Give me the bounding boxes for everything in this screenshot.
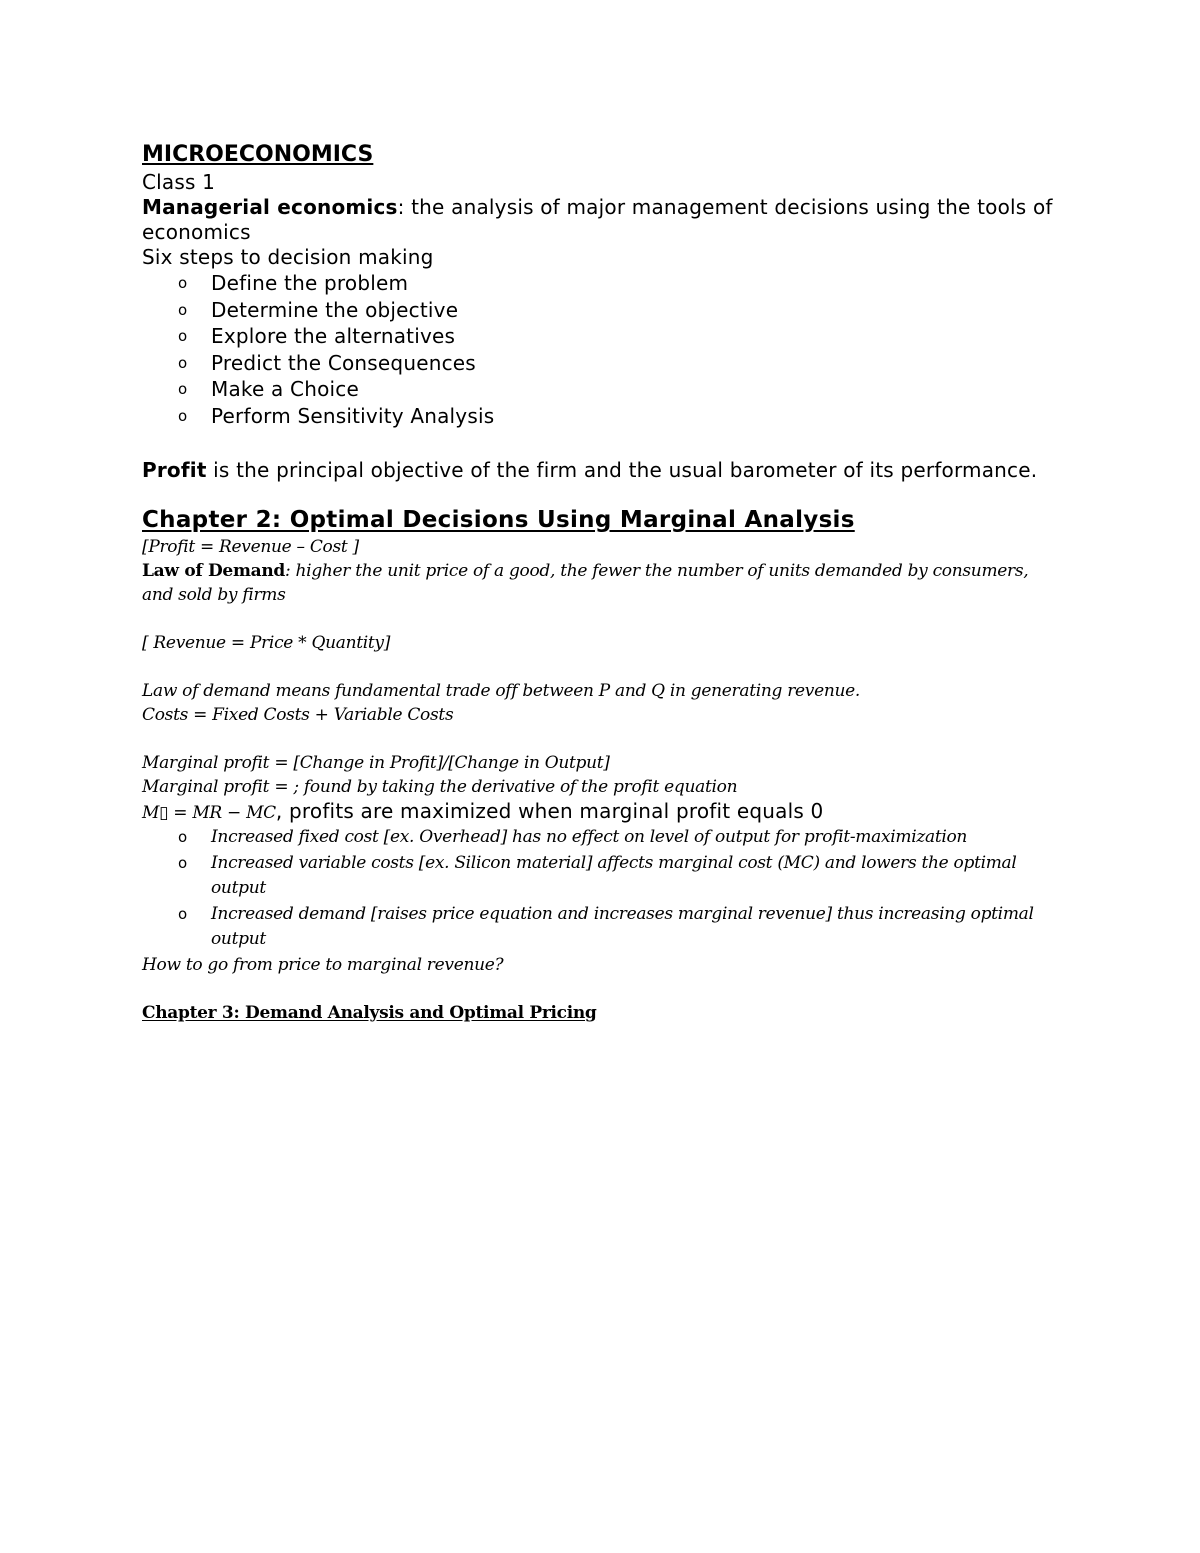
profit-text: is the principal objective of the firm and the usual barometer of its performance. [206,458,1038,482]
bullet-icon: o [178,274,188,292]
marginal-profit-equation: M▯ = MR − MC [142,803,276,823]
list-item: o Explore the alternatives [178,324,456,348]
bullet-icon: o [178,380,188,398]
class-label: Class 1 [142,170,216,194]
cost-effects-list [142,825,1062,953]
marginal-revenue-question: How to go from price to marginal revenue? [142,954,504,975]
six-steps-heading: Six steps to decision making [142,245,434,269]
marginal-profit-definition: Marginal profit = [Change in Profit]/[Change in Output] [142,753,610,773]
profit-equation: [Profit = Revenue – Cost ] [142,537,359,557]
list-item: o Perform Sensitivity Analysis [178,403,495,428]
list-item: o Define the problem [178,271,409,295]
chapter-2-heading: Chapter 2: Optimal Decisions Using Marginal Analysis [142,507,855,533]
list-item: o Predict the Consequences [178,350,476,375]
profit-paragraph [142,458,1062,483]
bullet-icon: o [178,327,188,345]
list-item: o Increased fixed cost [ex. Overhead] has no effect on level of output for profit-maximization [142,825,1062,851]
chapter-3-heading: Chapter 3: Demand Analysis and Optimal Pricing [142,1002,597,1023]
document-title: MICROECONOMICS [142,142,374,167]
law-of-demand-term: Law of Demand [142,561,285,581]
marginal-profit-derivative: Marginal profit = ; found by taking the derivative of the profit equation [142,777,738,797]
list-item: o Determine the objective [178,297,459,322]
tradeoff-text: Law of demand means fundamental trade off between P and Q in generating revenue. [142,681,861,701]
bullet-icon: o [178,853,187,872]
bullet-icon: o [178,353,188,372]
profit-term: Profit [142,458,207,482]
managerial-economics-text: : the analysis of major management decisions using the tools of economics [142,195,1053,244]
revenue-equation: [ Revenue = Price * Quantity] [142,633,391,653]
marginal-profit-condition [142,799,1062,825]
bullet-icon: o [178,828,187,846]
document-page [142,140,1062,1025]
law-of-demand [142,559,1062,607]
six-steps-list [142,270,1062,429]
bullet-icon: o [178,904,187,923]
list-item: o Increased variable costs [ex. Silicon material] affects marginal cost (MC) and lowers the optimal output [178,852,1017,898]
costs-equation: Costs = Fixed Costs + Variable Costs [142,705,454,725]
marginal-profit-condition-text: , profits are maximized when marginal profit equals 0 [275,799,824,823]
law-of-demand-text: : higher the unit price of a good, the fewer the number of units demanded by consumers, and sold by firms [142,561,1029,605]
bullet-icon: o [178,300,188,319]
managerial-economics-definition [142,195,1062,245]
list-item: o Increased demand [raises price equation and increases marginal revenue] thus increasing optimal output [178,903,1034,949]
bullet-icon: o [178,406,188,425]
managerial-economics-term: Managerial economics [142,195,398,219]
list-item: o Make a Choice [178,377,359,401]
